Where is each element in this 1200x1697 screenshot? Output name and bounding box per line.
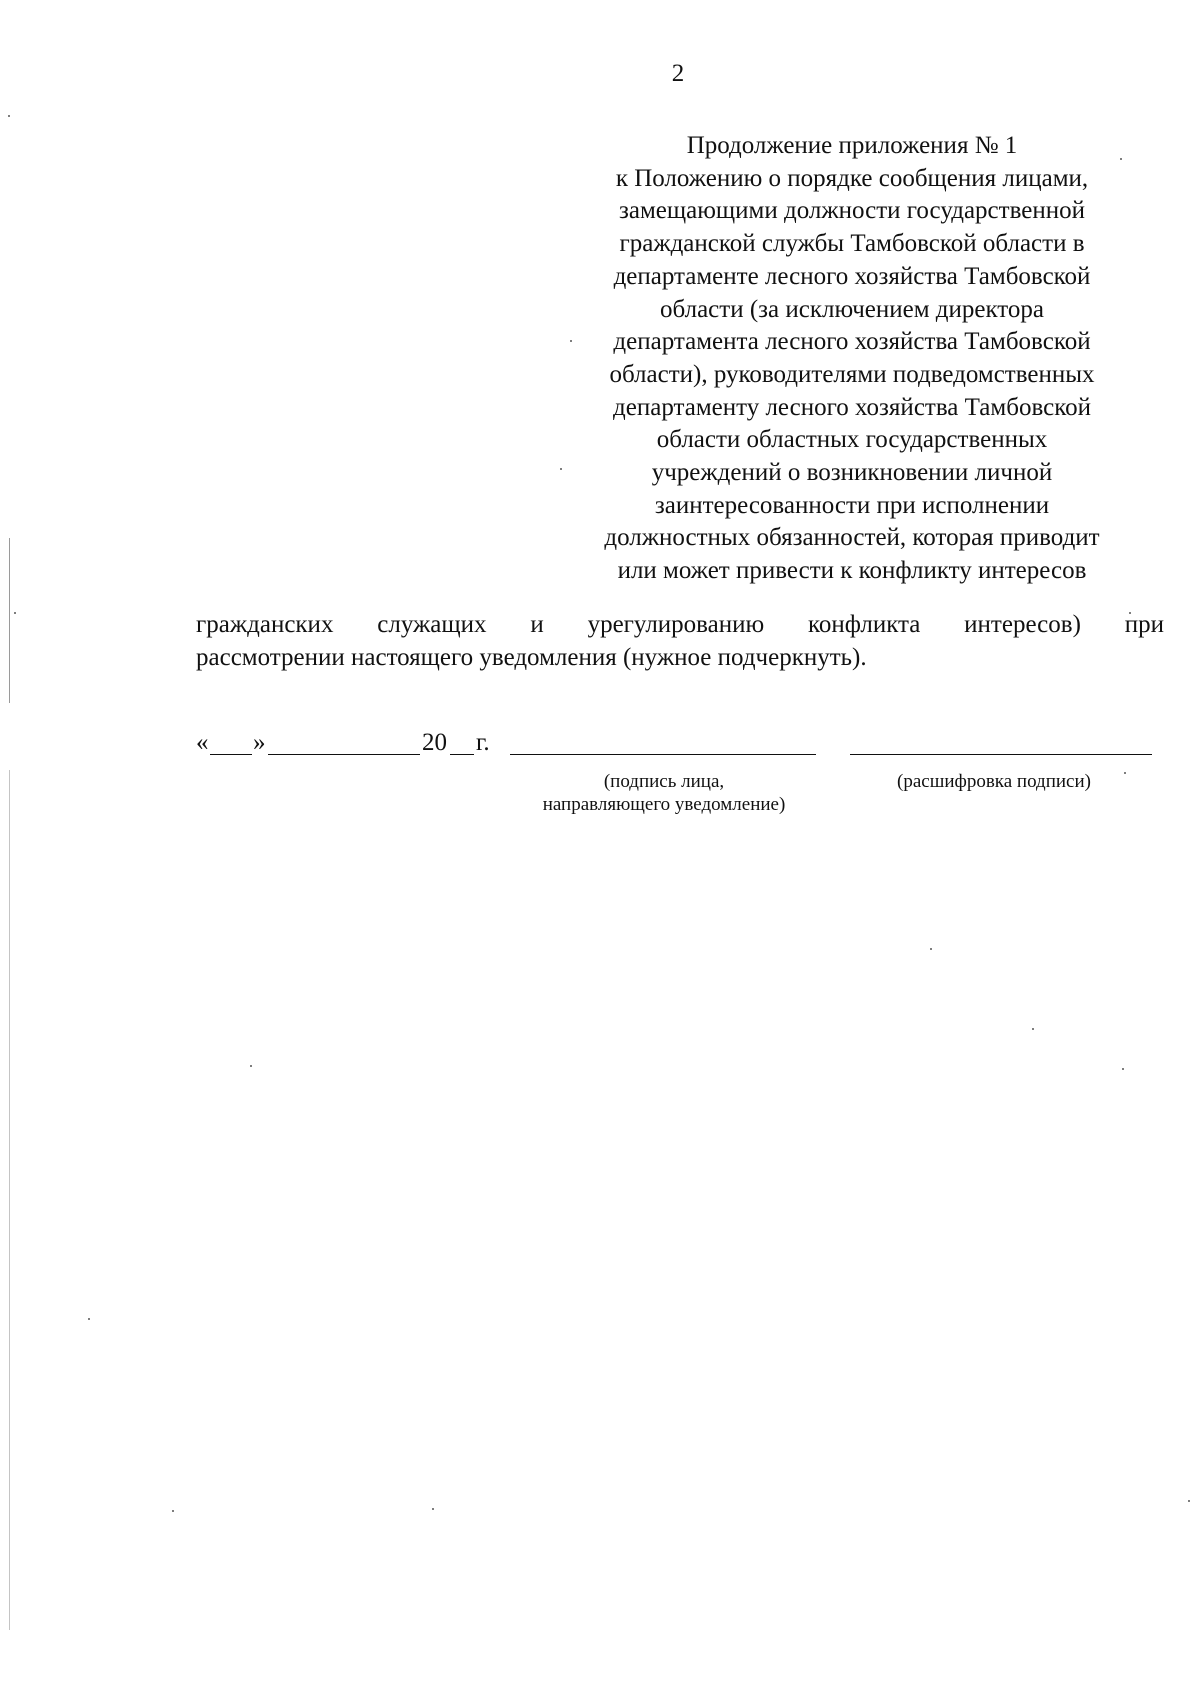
scan-speck — [172, 1510, 174, 1512]
body-paragraph — [196, 608, 1164, 674]
signature-caption-line: направляющего уведомление) — [542, 794, 786, 815]
header-line: к Положению о порядке сообщения лицами, — [615, 164, 1089, 192]
header-line: области (за исключением директора — [660, 295, 1044, 323]
header-line: учреждений о возникновении личной — [651, 459, 1053, 487]
signature-caption — [500, 770, 828, 816]
header-line: департамента лесного хозяйства Тамбовской — [613, 328, 1091, 356]
header-line: области областных государственных — [656, 426, 1048, 454]
month-blank[interactable] — [268, 728, 420, 755]
page-number: 2 — [671, 60, 685, 87]
body-line: гражданских служащих и урегулированию конфликта интересов) при — [196, 611, 1164, 638]
signature-caption-line: (подпись лица, — [603, 771, 725, 792]
year-prefix: 20 — [422, 729, 447, 756]
header-line: заинтересованности при исполнении — [654, 491, 1050, 519]
scan-speck — [88, 1318, 90, 1320]
scan-speck — [14, 612, 16, 614]
scan-speck — [1188, 1500, 1190, 1502]
scan-speck — [930, 948, 932, 950]
header-line: области), руководителями подведомственных — [609, 360, 1095, 388]
decoding-caption: (расшифровка подписи) — [897, 771, 1091, 792]
year-suffix: г. — [476, 729, 490, 756]
header-line: гражданской службы Тамбовской области в — [619, 230, 1085, 258]
scan-speck — [1032, 1028, 1034, 1030]
signature-blank[interactable] — [510, 728, 816, 755]
signature-row — [196, 728, 1186, 764]
header-line: должностных обязанностей, которая приводит — [604, 524, 1100, 552]
header-line: департаменте лесного хозяйства Тамбовской — [613, 262, 1091, 290]
scan-speck — [432, 1508, 434, 1510]
scan-speck — [560, 468, 562, 470]
body-line: рассмотрении настоящего уведомления (нужное подчеркнуть). — [196, 644, 867, 671]
scan-margin-line — [9, 770, 10, 1630]
header-line: или может привести к конфликту интересов — [617, 557, 1087, 585]
header-line: замещающими должности государственной — [619, 197, 1085, 225]
date-quote-close: » — [253, 729, 266, 756]
date-quote-open: « — [196, 729, 209, 756]
signature-decoding-blank[interactable] — [850, 728, 1152, 755]
scan-speck — [1122, 1068, 1124, 1070]
scan-speck — [8, 115, 10, 117]
scan-speck — [250, 1065, 252, 1067]
day-blank[interactable] — [210, 728, 252, 755]
year-blank[interactable] — [450, 728, 474, 755]
scan-margin-line — [9, 538, 10, 703]
appendix-header — [572, 130, 1132, 588]
header-line: департаменту лесного хозяйства Тамбовской — [613, 393, 1091, 421]
header-line: Продолжение приложения № 1 — [686, 132, 1018, 159]
